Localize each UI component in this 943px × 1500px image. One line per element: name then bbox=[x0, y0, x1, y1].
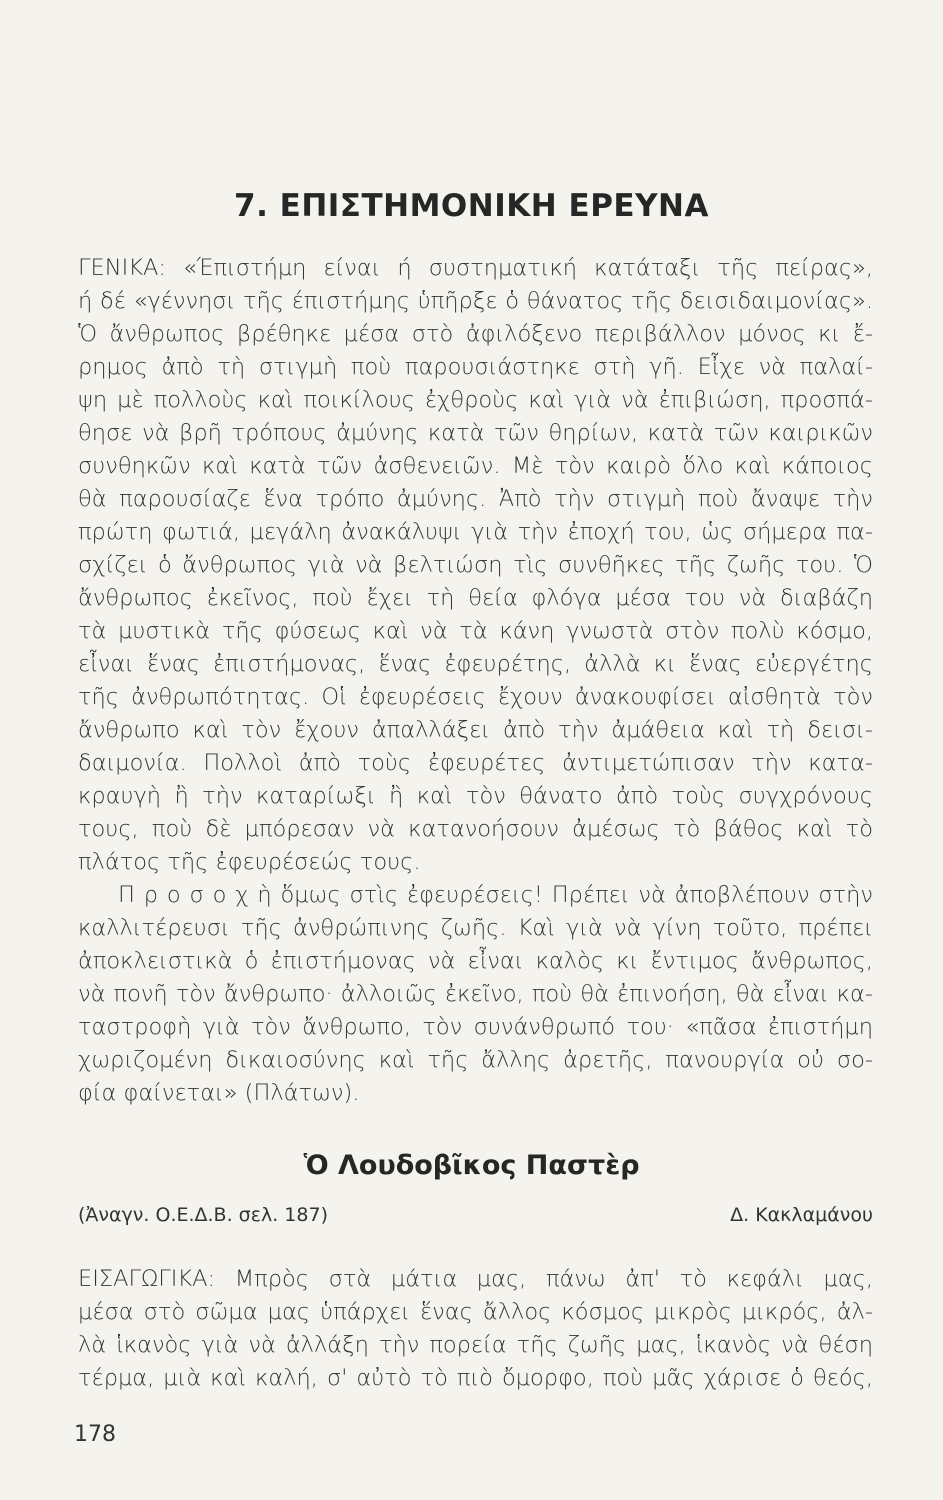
text-line: θησε νὰ βρῆ τρόπους ἀμύνης κατὰ τῶν θηρίων, κατὰ τῶν καιρικῶν bbox=[78, 420, 873, 446]
text-line: τὰ μυστικὰ τῆς φύσεως καὶ νὰ τὰ κάνη γνωστὰ στὸν πολὺ κόσμο, bbox=[78, 618, 873, 644]
text-line: σχίζει ὁ ἄνθρωπος γιὰ νὰ βελτιώση τὶς συνθῆκες τῆς ζωῆς του. Ὁ bbox=[78, 552, 873, 578]
text-line: Π ρ ο σ ο χ ὴ ὅμως στὶς ἐφευρέσεις! Πρέπει νὰ ἀποβλέπουν στὴν bbox=[118, 882, 873, 908]
text-line: μέσα στὸ σῶμα μας ὑπάρχει ἕνας ἄλλος κόσμος μικρὸς μικρός, ἀλ- bbox=[78, 1299, 873, 1325]
text-line: ἄνθρωπο καὶ τὸν ἔχουν ἀπαλλάξει ἀπὸ τὴν ἀμάθεια καὶ τὴ δεισι- bbox=[78, 717, 873, 743]
text-line: συνθηκῶν καὶ κατὰ τῶν ἀσθενειῶν. Μὲ τὸν καιρὸ ὅλο καὶ κάποιος bbox=[78, 453, 873, 479]
text-line: ἀποκλειστικὰ ὁ ἐπιστήμονας νὰ εἶναι καλὸς κι ἔντιμος ἄνθρωπος, bbox=[78, 948, 873, 974]
text-line: φία φαίνεται» (Πλάτων). bbox=[78, 1080, 360, 1106]
text-line: χωριζομένη δικαιοσύνης καὶ τῆς ἄλλης ἀρετῆς, πανουργία οὐ σο- bbox=[78, 1047, 873, 1073]
author-name: Δ. Κακλαμάνου bbox=[730, 1204, 873, 1226]
text-line: ΕΙΣΑΓΩΓΙΚΑ: Μπρὸς στὰ μάτια μας, πάνω ἀπ' τὸ κεφάλι μας, bbox=[78, 1266, 873, 1292]
source-reference: (Ἀναγν. Ο.Ε.Δ.Β. σελ. 187) bbox=[78, 1204, 328, 1226]
text-line: τῆς ἀνθρωπότητας. Οἱ ἐφευρέσεις ἔχουν ἀνακουφίσει αἰσθητὰ τὸν bbox=[78, 684, 873, 710]
text-line: εἶναι ἕνας ἐπιστήμονας, ἕνας ἐφευρέτης, ἀλλὰ κι ἕνας εὐεργέτης bbox=[78, 651, 873, 677]
text-line: ρημος ἀπὸ τὴ στιγμὴ ποὺ παρουσιάστηκε στὴ γῆ. Εἶχε νὰ παλαί- bbox=[78, 354, 873, 380]
text-line: πλάτος τῆς ἐφευρέσεώς τους. bbox=[78, 849, 421, 875]
text-line: νὰ πονῆ τὸν ἄνθρωπο· ἀλλοιῶς ἐκεῖνο, ποὺ θὰ ἐπινοήση, θὰ εἶναι κα- bbox=[78, 981, 873, 1007]
text-line: τέρμα, μιὰ καὶ καλή, σ' αὐτὸ τὸ πιὸ ὄμορφο, ποὺ μᾶς χάρισε ὁ θεός, bbox=[78, 1365, 873, 1391]
text-line: πρώτη φωτιά, μεγάλη ἀνακάλυψι γιὰ τὴν ἐποχή του, ὡς σήμερα πα- bbox=[78, 519, 873, 545]
text-line: ταστροφὴ γιὰ τὸν ἄνθρωπο, τὸν συνάνθρωπό του· «πᾶσα ἐπιστήμη bbox=[78, 1014, 873, 1040]
text-line: τους, ποὺ δὲ μπόρεσαν νὰ κατανοήσουν ἀμέσως τὸ βάθος καὶ τὸ bbox=[78, 816, 873, 842]
chapter-title: 7. ΕΠΙΣΤΗΜΟΝΙΚΗ ΕΡΕΥΝΑ bbox=[234, 188, 709, 224]
text-line: ἄνθρωπος ἐκεῖνος, ποὺ ἔχει τὴ θεία φλόγα μέσα του νὰ διαβάζη bbox=[78, 585, 873, 611]
text-line: λὰ ἱκανὸς γιὰ νὰ ἀλλάξη τὴν πορεία τῆς ζωῆς μας, ἱκανὸς νὰ θέση bbox=[78, 1332, 873, 1358]
text-line: δαιμονία. Πολλοὶ ἀπὸ τοὺς ἐφευρέτες ἀντιμετώπισαν τὴν κατα- bbox=[78, 750, 873, 776]
page-number: 178 bbox=[74, 1422, 116, 1447]
text-line: Ὁ ἄνθρωπος βρέθηκε μέσα στὸ ἀφιλόξενο περιβάλλον μόνος κι ἔ- bbox=[78, 321, 873, 347]
text-line: κραυγὴ ἢ τὴν καταρίωξι ἢ καὶ τὸν θάνατο ἀπὸ τοὺς συγχρόνους bbox=[78, 783, 873, 809]
text-line: ΓΕΝΙΚΑ: «Έπιστήμη είναι ή συστηματική κατάταξι τῆς πείρας», bbox=[78, 255, 873, 281]
section-title: Ὁ Λουδοβῖκος Παστὲρ bbox=[303, 1150, 640, 1181]
text-line: ή δέ «γέννησι τῆς έπιστήμης ὑπῆρξε ὁ θάνατος τῆς δεισιδαιμονίας». bbox=[78, 288, 873, 314]
text-line: θὰ παρουσίαζε ἕνα τρόπο ἀμύνης. Ἀπὸ τὴν στιγμὴ ποὺ ἄναψε τὴν bbox=[78, 486, 873, 512]
text-line: ψη μὲ πολλοὺς καὶ ποικίλους ἐχθροὺς καὶ γιὰ νὰ ἐπιβιώση, προσπά- bbox=[78, 387, 873, 413]
text-line: καλλιτέρευσι τῆς ἀνθρώπινης ζωῆς. Καὶ γιὰ νὰ γίνη τοῦτο, πρέπει bbox=[78, 915, 873, 941]
